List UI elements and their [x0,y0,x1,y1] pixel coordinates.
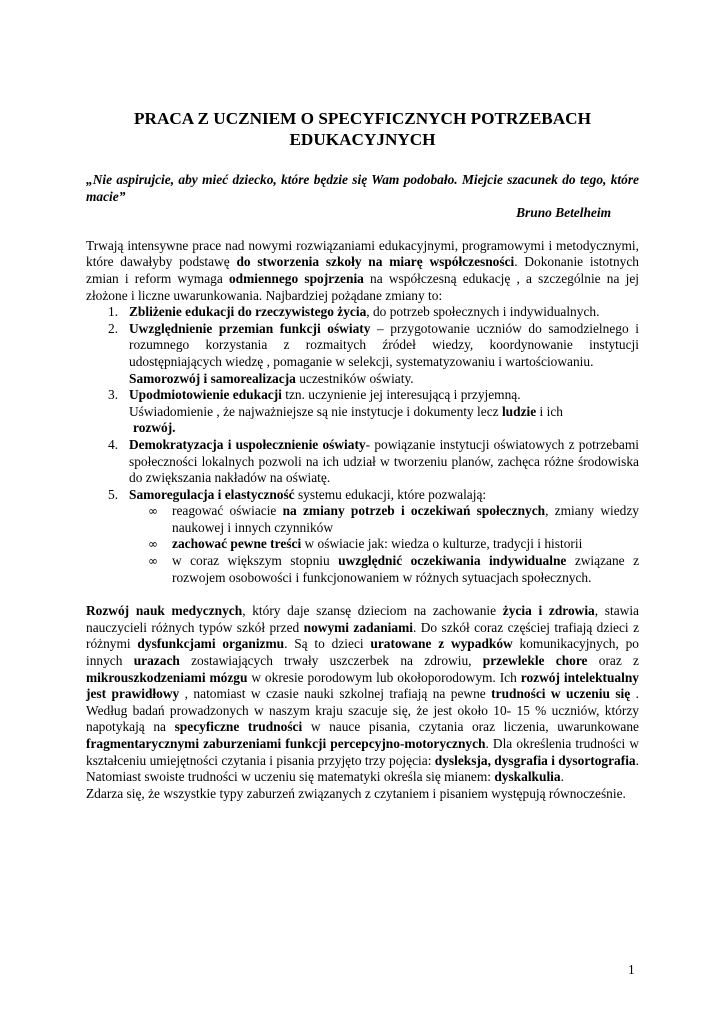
bold-text: Rozwój nauk medycznych [86,603,243,619]
sub-item-bold: uwzględnić oczekiwania indywidualne [338,553,567,569]
sub-item-text: reagować oświacie [172,503,283,519]
page-number: 1 [628,962,635,977]
sub-item-text: związane z rozwojem osobowości i funkcjonowaniem w różnych sytuacjach społecznych. [172,553,640,585]
sub-list-item-3 [148,553,640,586]
body-text: komunikacyjnych, po innych [86,636,639,669]
sub-list [129,503,639,586]
epigraph-quote: „Nie aspirujcie, aby mieć dziecko, które będzie się Wam podobało. Miejcie szacunek do tego, które macie” [86,172,639,204]
list-item-bold: Samorozwój i samorealizacja [129,370,296,386]
list-item-bold: Upodmiotowienie edukacji [129,387,282,403]
list-item-bold: ludzie [501,403,537,419]
bold-text: dysleksja, dysgrafia i dysortografia [434,752,636,768]
body-text: . Według badań prowadzonych w naszym kraju szacuje się, że jest około 10- 15 % uczniów, którzy napotykają na [86,686,639,735]
list-item-text: , do potrzeb społecznych i indywidualnych. [366,304,600,320]
list-item-bold: rozwój. [133,420,176,436]
intro-text-1: Trwają intensywne prace nad nowymi rozwiązaniami edukacyjnymi, programowymi i metodycznymi, które dawałyby podstawę [86,237,639,270]
bold-text: urazach [133,653,180,669]
body-text: . Są to dzieci [284,636,371,652]
list-item-bold: Uwzględnienie przemian funkcji oświaty [129,320,371,336]
list-number: 5. [108,486,119,502]
body-text: . [560,769,564,785]
list-item-text: Uświadomienie , że najważniejsze są nie instytucje i dokumenty lecz [129,403,502,419]
body-text: . Natomiast swoiste trudności w uczeniu się matematyki określa się mianem: [86,752,639,785]
list-item-3 [108,387,639,437]
body-text: , który daje szansę dzieciom na zachowanie [242,603,503,619]
body-text: zostawiających trwały uszczerbek na zdrowiu, [179,653,483,669]
sub-item-bold: zachować pewne treści [172,536,302,552]
list-number: 1. [108,304,119,320]
intro-paragraph [86,238,639,304]
bold-text: dysfunkcjami organizmu [137,636,285,652]
list-number: 4. [108,436,119,452]
list-item-bold: Demokratyzacja i uspołecznienie oświaty [129,436,366,452]
bold-text: specyficzne trudności [174,719,303,735]
list-item-bold: Samoregulacja i elastyczność [129,486,295,502]
bold-text: przewlekle chore [482,653,588,669]
document-title: PRACA Z UCZNIEM O SPECYFICZNYCH POTRZEBACH EDUKACYJNYCH [134,109,591,149]
bold-text: rozwój intelektualny jest prawidłowy [86,669,639,702]
bold-text: uratowane z wypadków [370,636,513,652]
epigraph-author: Bruno Betelheim [516,205,611,221]
body-text: . Dla określenia trudności w kształceniu umiejętności czytania i pisania przyjęto trzy pojęcia: [86,736,640,768]
infinity-bullet-icon: ∞ [148,504,158,519]
body-text: . Do szkół coraz częściej trafiają dzieci z różnymi [86,619,640,652]
body-text: , stawia nauczycieli różnych typów szkół przed [86,603,639,635]
infinity-bullet-icon: ∞ [148,554,158,569]
sub-list-item-2 [148,536,639,553]
list-item-subline [129,371,639,388]
list-item-text: - powiązanie instytucji oświatowych z potrzebami społeczności lokalnych pozwoli na ich udział w tworzeniu planów, zachęca różne środowiska do zwiększania nakładów na oświatę. [129,436,639,486]
sub-item-text: , zmiany wiedzy naukowej i innych czynników [172,503,639,535]
sub-item-text: w oświacie jak: wiedza o kulturze, tradycji i historii [301,536,583,552]
list-item-subline [129,404,639,421]
bold-text: mikrouszkodzeniami mózgu [86,669,248,685]
bold-text: nowymi zadaniami [303,619,413,635]
bold-text: dyskalkulia [494,769,561,785]
medical-paragraph [86,603,639,802]
infinity-bullet-icon: ∞ [148,537,158,552]
body-text: oraz z [587,653,639,669]
intro-text-2: . Dokonanie istotnych zmian i reform wymaga [86,254,639,286]
changes-list [86,304,639,586]
list-item-text: uczestników oświaty. [295,370,414,386]
intro-bold-2: odmiennego spojrzenia [228,270,364,286]
list-number: 3. [108,387,119,403]
list-item-bold: Zbliżenie edukacji do rzeczywistego życia [129,304,367,320]
intro-bold-1: do stworzenia szkoły na miarę współczesności [236,254,515,270]
intro-text-3: na współczesną edukację , a szczególnie na jej złożone i liczne uwarunkowania. Najbardziej pożądane zmiany to: [86,270,640,303]
body-text: Zdarza się, że wszystkie typy zaburzeń związanych z czytaniem i pisaniem występują równocześnie. [86,785,626,801]
list-item-text: – przygotowanie uczniów do samodzielnego i rozumnego korzystania z rozmaitych źródeł wiedzy, koordynowanie instytucji udostępniających wiedzę , pomaganie w selekcji, systematyzowaniu i wartościowaniu. [129,320,639,369]
list-item-text: systemu edukacji, które pozwalają: [294,486,487,502]
document-page [86,108,639,802]
list-item-text: i ich [536,403,563,419]
bold-text: trudności w uczeniu się [491,686,631,702]
sub-item-text: w coraz większym stopniu [172,553,339,569]
sub-item-bold: na zmiany potrzeb i oczekiwań społecznych [282,503,546,519]
list-item-text: tzn. uczynienie jej interesującą i przyjemną. [281,387,521,403]
body-text: w nauce pisania, czytania oraz liczenia, uwarunkowane [302,719,639,735]
list-item-1 [108,304,639,321]
list-item-subline [129,420,639,437]
bold-text: fragmentarycznymi zaburzeniami funkcji percepcyjno-motorycznych [86,736,486,751]
bold-text: życia i zdrowia [502,603,595,619]
list-number: 2. [108,320,119,336]
body-text: , natomiast w czasie nauki szkolnej trafiają na pewne [179,686,492,702]
list-item-4 [108,436,639,487]
list-item-2 [108,320,639,387]
sub-list-item-1 [148,503,639,536]
list-item-5 [108,486,640,587]
body-text: w okresie porodowym lub okołoporodowym. Ich [247,669,521,685]
